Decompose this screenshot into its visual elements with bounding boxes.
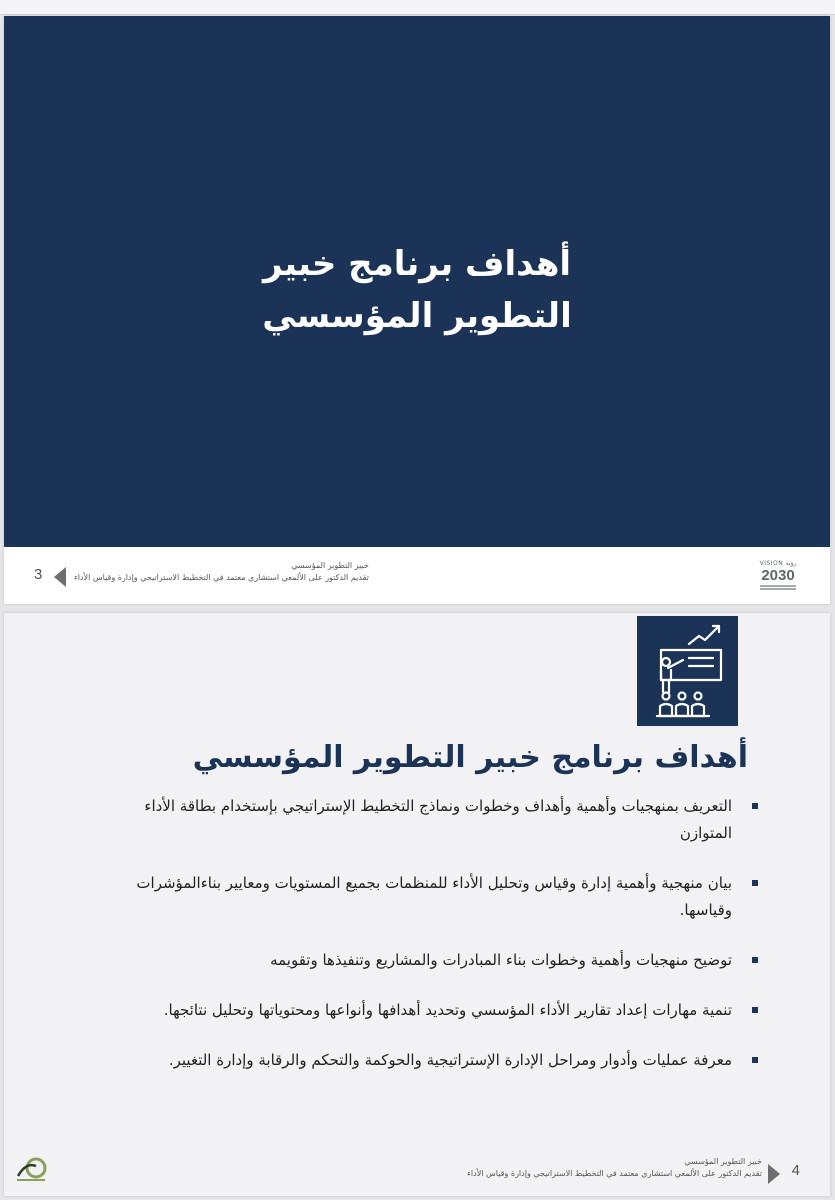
objectives-title: أهداف برنامج خبير التطوير المؤسسي <box>192 740 748 775</box>
vision-logo-caption: VISION رؤية <box>759 560 797 567</box>
footer-caption-line-1: خبير التطوير المؤسسي <box>291 561 369 570</box>
cover-title-line-2: التطوير المؤسسي <box>262 296 572 336</box>
slide-footer <box>4 1146 830 1196</box>
cover-title-line-1: أهداف برنامج خبير <box>262 244 572 284</box>
footer-caption-line-2: تقديم الدكتور على الألمعي استشاري معتمد في التخطيط الاستراتيجي وإدارة وقياس الأداء <box>467 1169 762 1178</box>
previous-slide-strip <box>0 0 835 15</box>
objective-text: بيان منهجية وأهمية إدارة وقياس وتحليل الأداء للمنظمات بجميع المستويات ومعايير بناءالمؤشرات وقياسها. <box>136 874 732 919</box>
vision-logo-underline-2 <box>760 588 796 590</box>
cover-title <box>4 238 830 342</box>
footer-caption <box>467 1156 762 1180</box>
footer-caption-line-1: خبير التطوير المؤسسي <box>684 1157 762 1166</box>
objectives-list <box>98 793 758 1097</box>
vision-logo-underline <box>760 585 796 587</box>
bullet-icon <box>752 957 758 963</box>
bullet-icon <box>752 1007 758 1013</box>
objective-text: توضيح منهجيات وأهمية وخطوات بناء المبادرات والمشاريع وتنفيذها وتقويمه <box>270 951 732 969</box>
objective-item <box>98 870 758 924</box>
slide-3[interactable] <box>4 16 830 604</box>
vision-2030-logo <box>754 560 802 594</box>
next-arrow-icon[interactable] <box>768 1164 780 1184</box>
bullet-icon <box>752 803 758 809</box>
objective-item <box>98 997 758 1024</box>
bullet-icon <box>752 880 758 886</box>
objective-text: تنمية مهارات إعداد تقارير الأداء المؤسسي وتحديد أهدافها وأنواعها ومحتوياتها وتحليل نتائجها. <box>163 1001 732 1019</box>
page-number: 4 <box>791 1162 800 1179</box>
objective-text: معرفة عمليات وأدوار ومراحل الإدارة الإستراتيجية والحوكمة والتحكم والرقابة وإدارة التغيير. <box>168 1051 732 1069</box>
footer-caption-line-2: تقديم الدكتور على الألمعي استشاري معتمد في التخطيط الاستراتيجي وإدارة وقياس الأداء <box>74 573 369 582</box>
objective-item <box>98 947 758 974</box>
objective-item <box>98 793 758 847</box>
slide-4[interactable] <box>4 613 830 1196</box>
objective-item <box>98 1047 758 1074</box>
prev-arrow-icon[interactable] <box>54 567 66 587</box>
page-number: 3 <box>34 566 43 583</box>
slide-footer <box>4 548 830 604</box>
presentation-icon <box>637 616 738 726</box>
vision-logo-year: 2030 <box>761 567 795 584</box>
objective-text: التعريف بمنهجيات وأهمية وأهداف وخطوات ونماذج التخطيط الإستراتيجي بإستخدام بطاقة الأداء المتوازن <box>144 797 732 842</box>
cover-panel <box>4 16 830 547</box>
footer-caption <box>74 560 369 584</box>
bullet-icon <box>752 1057 758 1063</box>
